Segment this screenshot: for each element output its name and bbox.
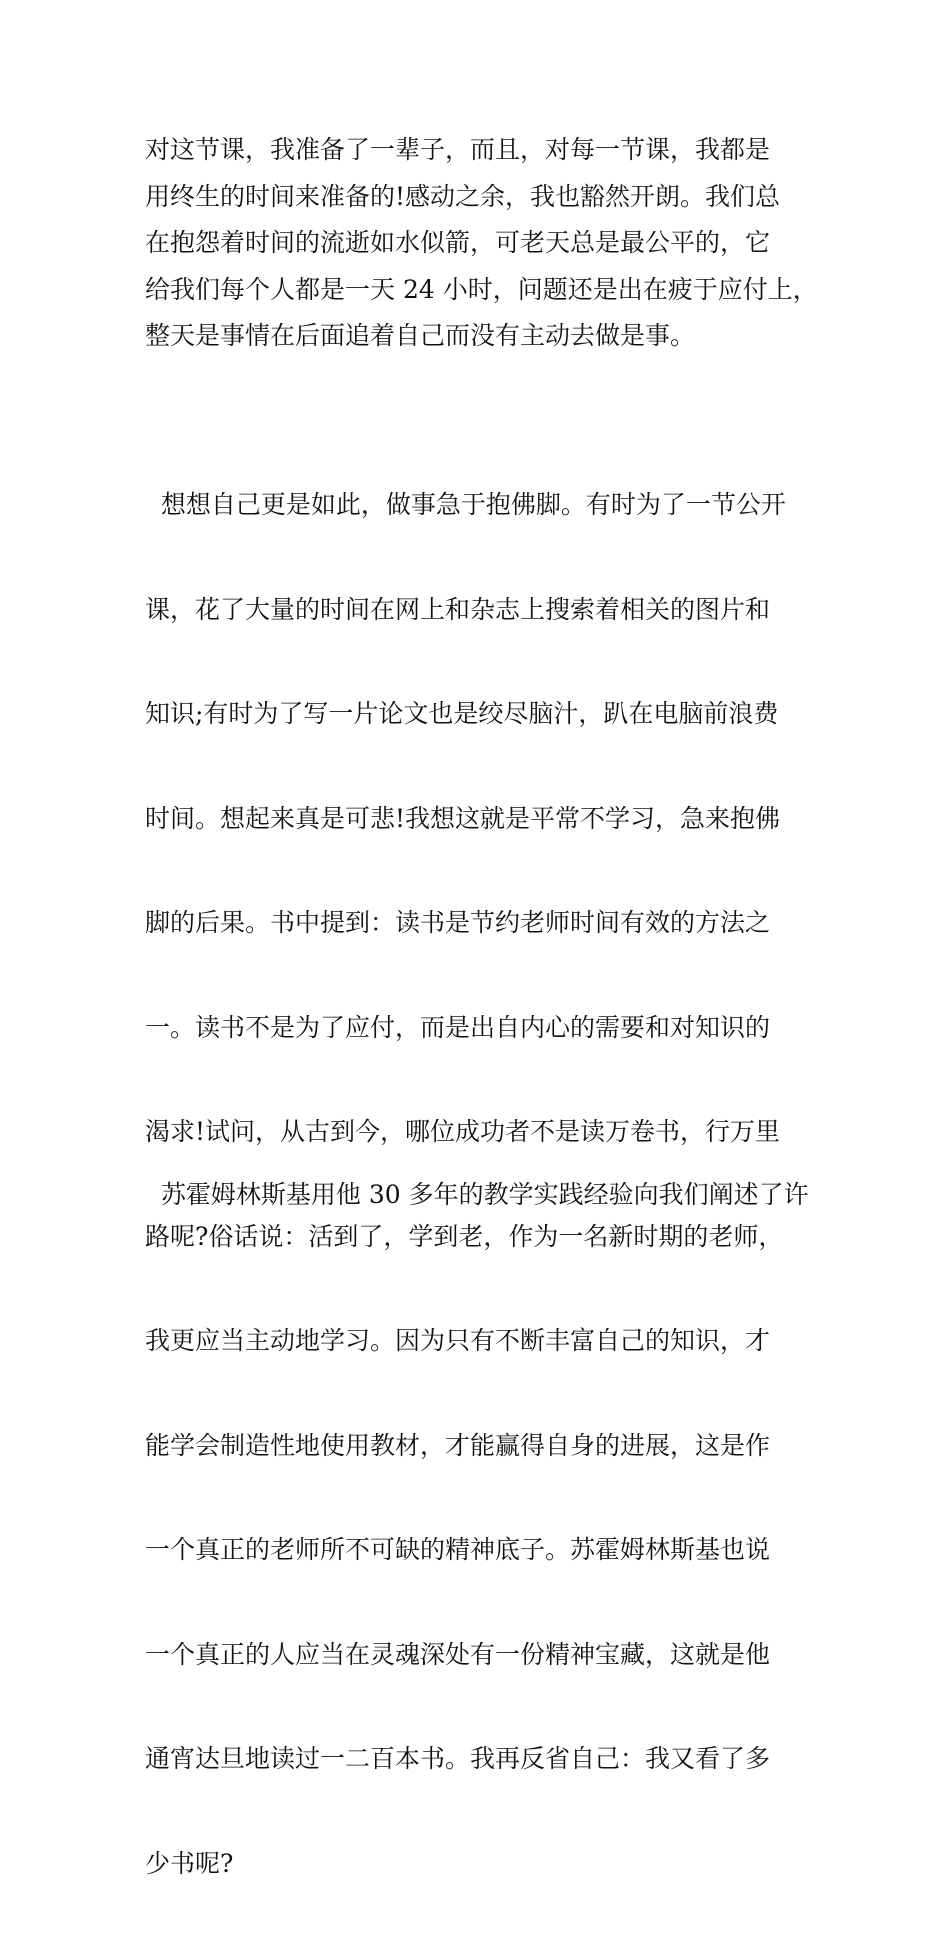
text-line: 一个真正的人应当在灵魂深处有一份精神宝藏，这就是他 [145,1639,771,1669]
text-line: 用终生的时间来准备的!感动之余，我也豁然开朗。我们总 [145,181,781,211]
text-line: 整天是事情在后面追着自己而没有主动去做是事。 [145,321,696,350]
text-line: 路呢?俗话说：活到了，学到老，作为一名新时期的老师， [145,1221,784,1251]
text-line: 在抱怨着时间的流逝如水似箭，可老天总是最公平的，它 [145,228,771,257]
paragraph-1 [145,127,825,360]
text-line: 能学会制造性地使用教材，才能赢得自身的进展，这是作 [145,1430,771,1460]
text-line: 一。读书不是为了应付，而是出自内心的需要和对知识的 [145,1012,771,1042]
text-line: 时间。想起来真是可悲!我想这就是平常不学习，急来抱佛 [145,803,781,833]
text-line: 对这节课，我准备了一辈子，而且，对每一节课，我都是 [145,135,771,164]
text-line: 知识;有时为了写一片论文也是绞尽脑汁，趴在电脑前浪费 [145,699,779,728]
text-line: 少书呢? [145,1848,234,1878]
text-line: 给我们每个人都是一天 24 小时，问题还是出在疲于应付上， [145,274,818,304]
text-line: 一个真正的老师所不可缺的精神底子。苏霍姆林斯基也说 [145,1535,771,1564]
text-line: 苏霍姆林斯基用他 30 多年的教学实践经验向我们阐述了许 [145,1180,809,1209]
text-line: 渴求!试问，从古到今，哪位成功者不是读万卷书，行万里 [145,1117,781,1146]
text-line: 通宵达旦地读过一二百本书。我再反省自己：我又看了多 [145,1744,771,1773]
paragraph-3 [145,1172,825,1219]
text-line: 想想自己更是如此，做事急于抱佛脚。有时为了一节公开 [145,490,786,519]
text-line: 课，花了大量的时间在网上和杂志上搜索着相关的图片和 [145,594,771,624]
text-line: 脚的后果。书中提到：读书是节约老师时间有效的方法之 [145,908,771,937]
text-line: 我更应当主动地学习。因为只有不断丰富自己的知识，才 [145,1326,771,1355]
